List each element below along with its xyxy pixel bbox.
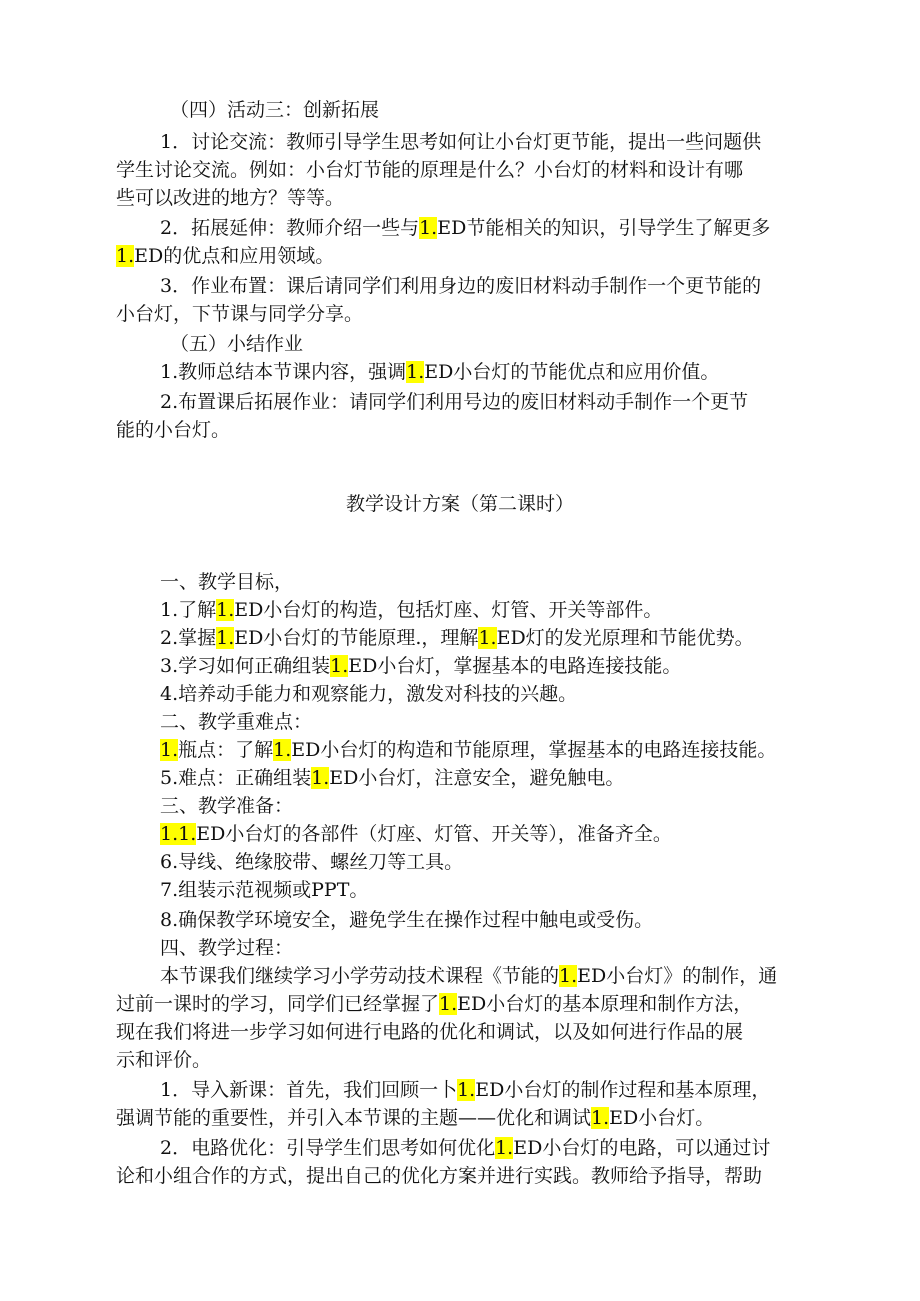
highlight-mark: 1.	[457, 1079, 476, 1101]
paragraph-line: 过前一课时的学习，同学们已经掌握了1.ED小台灯的基本原理和制作方法，	[116, 993, 753, 1015]
list-item: 6.导线、绝缘胶带、螺丝刀等工具。	[160, 851, 464, 873]
section-heading-activity3: （四）活动三：创新拓展	[170, 99, 380, 121]
list-item: 1.1.ED小台灯的各部件（灯座、灯管、开关等），准备齐全。	[160, 823, 672, 845]
highlight-mark: 1.	[116, 245, 135, 267]
list-item: 3.学习如何正确组装1.ED小台灯，掌握基本的电路连接技能。	[160, 655, 682, 677]
paragraph-line: 2．电路优化：引导学生们思考如何优化1.ED小台灯的电路，可以通过讨	[160, 1137, 771, 1159]
highlight-mark: 1.	[559, 965, 578, 987]
list-item: 4.培养动手能力和观察能力，激发对科技的兴趣。	[160, 683, 578, 705]
paragraph-line: 1.教师总结本节课内容，强调1.ED小台灯的节能优点和应用价值。	[160, 361, 720, 383]
paragraph-line: 能的小台灯。	[116, 419, 231, 441]
list-item: 1.了解1.ED小台灯的构造，包括灯座、灯管、开关等部件。	[160, 599, 663, 621]
section-heading-summary: （五）小结作业	[170, 333, 304, 355]
paragraph-line: 强调节能的重要性，并引入本节课的主题——优化和调试1.ED小台灯。	[116, 1107, 715, 1129]
section-heading-process: 四、教学过程：	[160, 937, 294, 959]
highlight-mark: 1.	[478, 627, 497, 649]
highlight-mark: 1.	[406, 361, 425, 383]
highlight-mark: 1.	[216, 599, 235, 621]
paragraph-line: 些可以改进的地方？等等。	[116, 187, 345, 209]
highlight-mark: 1.	[160, 739, 179, 761]
list-item: 2.掌握1.ED小台灯的节能原理.，理解1.ED灯的发光原理和节能优势。	[160, 627, 754, 649]
paragraph-line: 论和小组合作的方式，提出自己的优化方案并进行实践。教师给予指导，帮助	[116, 1165, 763, 1187]
highlight-mark: 1.	[330, 655, 349, 677]
page-title: 教学设计方案（第二课时）	[345, 493, 574, 515]
paragraph-line: 1.ED的优点和应用领域。	[116, 245, 335, 267]
highlight-mark: 1.	[439, 993, 458, 1015]
paragraph-line: 现在我们将进一步学习如何进行电路的优化和调试，以及如何进行作品的展	[116, 1021, 744, 1043]
paragraph-line: 小台灯，下节课与同学分享。	[116, 303, 364, 325]
list-item: 5.难点：正确组装1.ED小台灯，注意安全，避免触电。	[160, 767, 625, 789]
section-heading-preparation: 三、教学准备：	[160, 795, 294, 817]
paragraph-line: 示和评价。	[116, 1049, 212, 1071]
highlight-mark: 1.	[419, 217, 438, 239]
paragraph-line: 2．拓展延伸：教师介绍一些与1.ED节能相关的知识，引导学生了解更多	[160, 217, 771, 239]
list-item: 1.瓶点：了解1.ED小台灯的构造和节能原理，掌握基本的电路连接技能。	[160, 739, 777, 761]
highlight-mark: 1.	[216, 627, 235, 649]
paragraph-line: 1．导入新课：首先，我们回顾一卜1.ED小台灯的制作过程和基本原理，	[160, 1079, 771, 1101]
highlight-mark: 1.	[591, 1107, 610, 1129]
paragraph-line: 学生讨论交流。例如：小台灯节能的原理是什么？小台灯的材料和设计有哪	[116, 159, 744, 181]
section-heading-objectives: 一、教学目标，	[160, 571, 294, 593]
highlight-mark: 1.	[311, 767, 330, 789]
paragraph-line: 1．讨论交流：教师引导学生思考如何让小台灯更节能，提出一些问题供	[160, 131, 762, 153]
highlight-mark: 1.	[273, 739, 292, 761]
list-item: 7.组装示范视频或PPT。	[160, 879, 369, 901]
section-heading-key-points: 二、教学重难点：	[160, 711, 313, 733]
highlight-mark: 1.1.	[160, 823, 197, 845]
paragraph-line: 2.布置课后拓展作业：请同学们利用号边的废旧材料动手制作一个更节	[160, 391, 749, 413]
paragraph-line: 本节课我们继续学习小学劳动技术课程《节能的1.ED小台灯》的制作，通	[160, 965, 778, 987]
paragraph-line: 3．作业布置：课后请同学们利用身边的废旧材料动手制作一个更节能的	[160, 275, 762, 297]
highlight-mark: 1.	[495, 1137, 514, 1159]
list-item: 8.确保教学环境安全，避免学生在操作过程中触电或受伤。	[160, 909, 654, 931]
